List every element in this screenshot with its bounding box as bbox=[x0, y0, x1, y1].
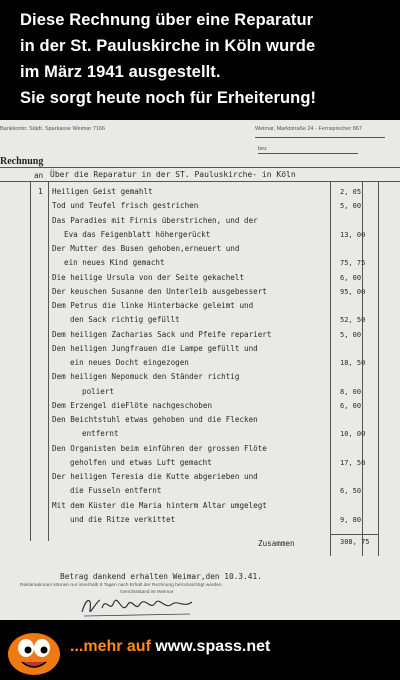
invoice-item-amount: 6, 50 bbox=[340, 487, 362, 496]
invoice-item-text: Der Mutter des Busen gehoben,erneuert und bbox=[52, 244, 240, 253]
invoice-item-text: poliert bbox=[82, 386, 115, 396]
sum-value: 308, 75 bbox=[340, 538, 370, 546]
letterhead-left: Bankkonto: Städt. Sparkasse Weimar 7166 bbox=[0, 126, 106, 132]
invoice-item-amount: 6, 00 bbox=[340, 273, 362, 282]
site-link[interactable] bbox=[70, 638, 270, 656]
invoice-item-amount: 75, 75 bbox=[340, 259, 366, 268]
invoice-item-text: Dem Petrus die linke Hinterbacke geleimt und bbox=[52, 301, 254, 310]
invoice-item-text: geholfen und etwas Luft gemacht bbox=[70, 457, 212, 467]
invoice-item-text: Das Paradies mit Firnis überstrichen, und der bbox=[52, 215, 258, 225]
invoice-heading: Rechnung bbox=[0, 156, 44, 167]
invoice-item-text: die Fusseln entfernt bbox=[70, 486, 162, 496]
heading-rule bbox=[0, 167, 400, 168]
jurisdiction-notice: Gerichtsstand ist Weimar bbox=[120, 590, 174, 595]
sum-rule bbox=[330, 534, 378, 535]
invoice-document bbox=[0, 120, 400, 620]
invoice-item-text: Mit dem Küster die Maria hinterm Altar umgelegt bbox=[52, 500, 267, 510]
invoice-item-amount: 18, 50 bbox=[340, 359, 366, 367]
invoice-item-amount: 8, 00 bbox=[340, 387, 362, 396]
bez-rule bbox=[258, 153, 358, 154]
site-branding-strip bbox=[0, 620, 400, 680]
invoice-item-amount: 5, 00 bbox=[340, 202, 362, 211]
invoice-item-text: Heiligen Geist gemahlt bbox=[52, 187, 153, 196]
handwritten-signature bbox=[80, 592, 200, 618]
invoice-item-amount: 6, 00 bbox=[340, 401, 362, 410]
invoice-item-text: Der keuschen Susanne den Unterleib ausgebessert bbox=[52, 286, 267, 296]
invoice-item-text: Den Organisten beim einführen der grossen Flöte bbox=[52, 443, 267, 453]
site-link-url: www.spass.net bbox=[155, 638, 271, 655]
invoice-item-text: Den heiligen Jungfrauen die Lampe gefüllt und bbox=[52, 343, 258, 353]
sum-label: Zusammen bbox=[258, 539, 295, 548]
letterhead-right: Weimar, Marktstraße 24 - Fernsprecher 867 bbox=[255, 126, 362, 132]
invoice-item-text: den Sack richtig gefüllt bbox=[70, 315, 180, 325]
invoice-item-text: Der heiligen Teresia die Kutte abgerieben und bbox=[52, 472, 258, 481]
invoice-item-text: Dem heiligen Zacharias Sack und Pfeife repariert bbox=[52, 329, 272, 339]
orange-smiley-mascot-icon bbox=[6, 624, 62, 676]
bez-label: bez bbox=[258, 146, 267, 152]
invoice-item-text: Den Beichtstuhl etwas gehoben und die Flecken bbox=[52, 415, 258, 424]
column-rule-right bbox=[378, 181, 379, 556]
invoice-item-amount: 52, 50 bbox=[340, 316, 366, 325]
invoice-item-text: ein neues Docht eingezogen bbox=[70, 358, 189, 367]
invoice-item-amount: 17, 50 bbox=[340, 458, 366, 467]
invoice-item-amount: 9, 80 bbox=[340, 515, 362, 524]
column-rule-amount bbox=[330, 181, 331, 556]
complaint-notice: Reklamationen können nur innerhalb 8 Tagen nach Erhalt der Rechnung berücksichtigt werden. bbox=[20, 583, 223, 588]
caption-banner bbox=[0, 0, 400, 120]
invoice-item-text: und die Ritze verkittet bbox=[70, 514, 176, 524]
column-rule-position bbox=[48, 181, 49, 541]
invoice-item-text: Dem heiligen Nepomuck den Ständer richtig bbox=[52, 372, 240, 382]
invoice-item-amount: 2, 05 bbox=[340, 188, 362, 196]
position-number: 1 bbox=[38, 187, 43, 196]
caption-line-2: in der St. Pauluskirche in Köln wurde bbox=[20, 37, 316, 55]
invoice-item-amount: 10, 00 bbox=[340, 430, 366, 439]
invoice-item-amount: 95, 00 bbox=[340, 287, 366, 296]
caption-line-1: Diese Rechnung über eine Reparatur bbox=[20, 11, 314, 29]
invoice-item-text: entfernt bbox=[82, 429, 119, 439]
invoice-item-text: Die heilige Ursula von der Seite gekachelt bbox=[52, 272, 245, 282]
caption-line-3: im März 1941 ausgestellt. bbox=[20, 63, 221, 81]
invoice-item-text: Tod und Teufel frisch gestrichen bbox=[52, 201, 199, 211]
subject-rule bbox=[0, 181, 400, 182]
invoice-subject: Über die Reparatur in der ST. Pauluskirche- in Köln bbox=[50, 170, 296, 179]
letterhead-rule bbox=[255, 137, 385, 138]
subject-prefix: an bbox=[34, 171, 44, 180]
invoice-item-text: ein neues Kind gemacht bbox=[64, 258, 165, 268]
invoice-item-amount: 13, 00 bbox=[340, 230, 366, 239]
receipt-line: Betrag dankend erhalten Weimar,den 10.3.41. bbox=[60, 572, 262, 581]
caption-line-4: Sie sorgt heute noch für Erheiterung! bbox=[20, 89, 317, 107]
column-rule-left bbox=[30, 181, 31, 541]
site-link-prefix: ...mehr auf bbox=[70, 638, 156, 655]
invoice-item-amount: 5, 00 bbox=[340, 330, 362, 339]
invoice-item-text: Eva das Feigenblatt höhergerückt bbox=[64, 229, 211, 239]
invoice-item-text: Dem Erzengel dieFlöte nachgeschoben bbox=[52, 400, 213, 410]
